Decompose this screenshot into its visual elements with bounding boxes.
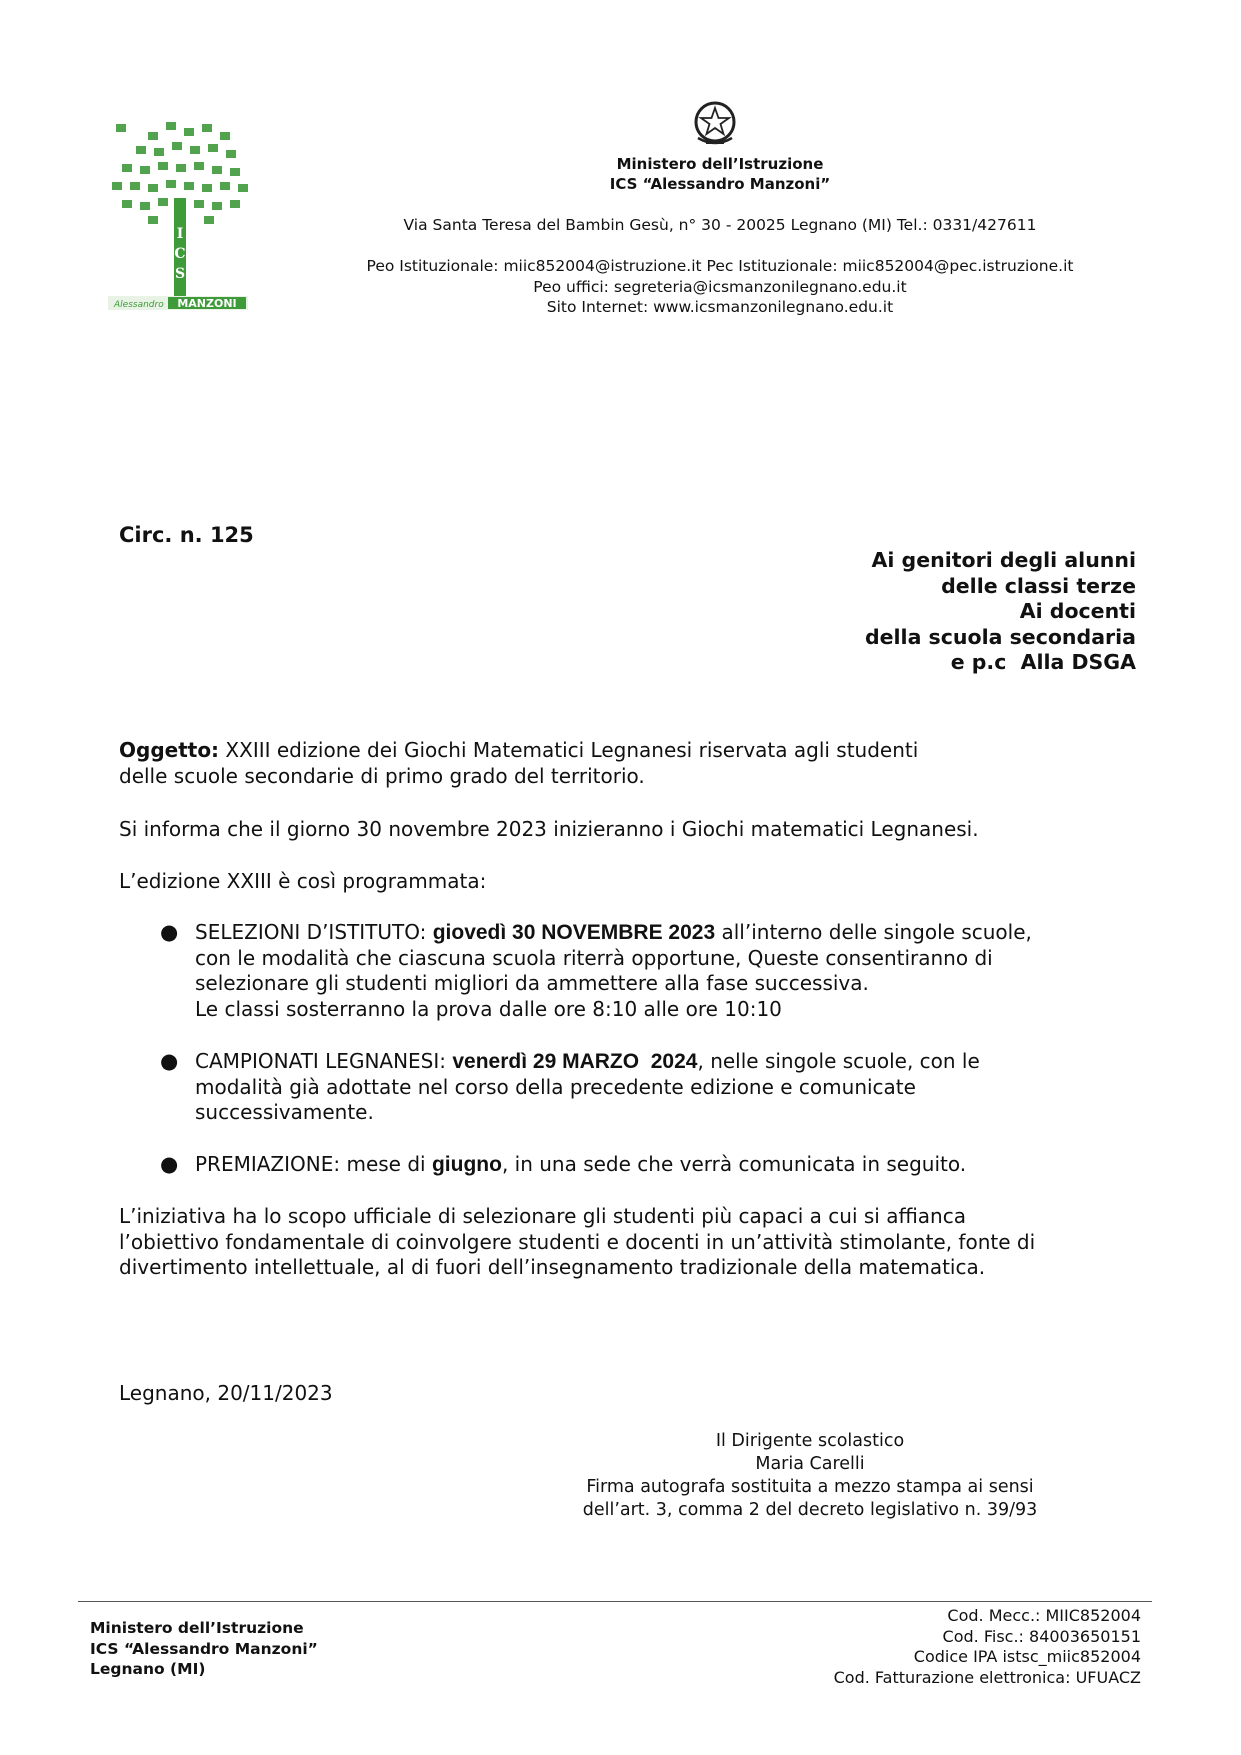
recipients-block <box>865 548 1136 676</box>
recipient-line: Ai genitori degli alunni <box>871 548 1136 572</box>
recipient-line: delle classi terze <box>941 573 1136 598</box>
recipient-line: e p.c Alla DSGA <box>950 650 1136 674</box>
bullet-premiazione <box>195 1152 1145 1178</box>
svg-text:Alessandro: Alessandro <box>114 300 164 310</box>
footer-code: Codice IPA istsc_miic852004 <box>913 1647 1141 1666</box>
footer-city: Legnano (MI) <box>90 1660 206 1678</box>
footer-left <box>90 1618 318 1680</box>
bullet-icon: ● <box>160 920 179 944</box>
closing-line: L’iniziativa ha lo scopo ufficiale di selezionare gli studenti più capaci a cui si affianca <box>119 1204 966 1228</box>
footer-school: ICS “Alessandro Manzoni” <box>90 1639 318 1658</box>
bullet-post: all’interno delle singole scuole, <box>715 920 1032 944</box>
closing-line: l’obiettivo fondamentale di coinvolgere studenti e docenti in un’attività stimolante, fonte di <box>119 1229 1036 1254</box>
subject-line-2: delle scuole secondarie di primo grado del territorio. <box>119 764 645 788</box>
signature-note: dell’art. 3, comma 2 del decreto legislativo n. 39/93 <box>582 1500 1038 1520</box>
bullet-selezioni <box>195 920 1145 1022</box>
italian-republic-emblem-icon <box>690 98 740 148</box>
subject-label: Oggetto: <box>119 738 220 762</box>
footer-code: Cod. Fisc.: 84003650151 <box>942 1626 1141 1646</box>
recipient-line: della scuola secondaria <box>864 624 1136 649</box>
bullet-date: venerdì 29 MARZO 2024 <box>452 1050 698 1073</box>
closing-line: divertimento intellettuale, al di fuori dell’insegnamento tradizionale della matematica. <box>119 1255 986 1279</box>
signature-name: Maria Carelli <box>755 1454 865 1474</box>
place-date: Legnano, 20/11/2023 <box>119 1381 333 1405</box>
bullet-line: successivamente. <box>195 1100 374 1124</box>
school-logo-tree <box>108 118 258 313</box>
bullet-line: modalità già adottate nel corso della precedente edizione e comunicate <box>195 1074 916 1099</box>
bullet-line: con le modalità che ciascuna scuola riterrà opportune, Queste consentiranno di <box>195 945 993 970</box>
footer-ministry: Ministero dell’Istruzione <box>90 1619 304 1637</box>
bullet-date: giugno <box>431 1153 502 1176</box>
bullet-icon: ● <box>160 1049 179 1073</box>
bullet-pre: PREMIAZIONE: mese di <box>195 1152 432 1176</box>
recipient-line: Ai docenti <box>1019 599 1136 623</box>
subject-text: XXIII edizione dei Giochi Matematici Legnanesi riservata agli studenti <box>219 738 919 762</box>
header-email-uffici: Peo uffici: segreteria@icsmanzonilegnano.edu.it <box>533 278 907 296</box>
footer-divider <box>78 1601 1152 1602</box>
signature-note: Firma autografa sostituita a mezzo stampa ai sensi <box>586 1477 1034 1497</box>
intro-paragraph: Si informa che il giorno 30 novembre 2023 inizieranno i Giochi matematici Legnanesi. <box>119 817 979 841</box>
signature-role: Il Dirigente scolastico <box>715 1431 905 1451</box>
bullet-post: , in una sede che verrà comunicata in seguito. <box>501 1152 967 1176</box>
svg-text:MANZONI: MANZONI <box>177 297 237 310</box>
subject-line <box>119 738 918 764</box>
header-email-peo-pec: Peo Istituzionale: miic852004@istruzione.it Pec Istituzionale: miic852004@pec.istruzione.it <box>366 257 1074 275</box>
logo-letter-c: C <box>174 246 186 262</box>
bullet-pre: SELEZIONI D’ISTITUTO: <box>195 920 433 944</box>
bullet-post: , nelle singole scuole, con le <box>697 1049 980 1073</box>
edition-paragraph: L’edizione XXIII è così programmata: <box>119 869 487 893</box>
footer-code: Cod. Mecc.: MIIC852004 <box>947 1606 1141 1625</box>
footer-code: Cod. Fatturazione elettronica: UFUACZ <box>833 1667 1141 1687</box>
bullet-date: giovedì 30 NOVEMBRE 2023 <box>432 921 716 944</box>
circular-number: Circ. n. 125 <box>119 523 254 547</box>
closing-paragraph <box>119 1204 1035 1281</box>
logo-letter-s: S <box>174 266 186 282</box>
bullet-line: Le classi sosterranno la prova dalle ore 8:10 alle ore 10:10 <box>195 996 782 1021</box>
signature-block <box>560 1430 1060 1522</box>
footer-right <box>834 1606 1141 1688</box>
header-ministry: Ministero dell’Istruzione <box>616 155 824 173</box>
bullet-campionati <box>195 1049 1145 1126</box>
bullet-pre: CAMPIONATI LEGNANESI: <box>195 1049 453 1073</box>
logo-letter-i: I <box>176 226 184 242</box>
bullet-line: selezionare gli studenti migliori da ammettere alla fase successiva. <box>195 971 869 995</box>
header-address: Via Santa Teresa del Bambin Gesù, n° 30 - 20025 Legnano (MI) Tel.: 0331/427611 <box>403 216 1037 234</box>
bullet-icon: ● <box>160 1152 179 1176</box>
header-website: Sito Internet: www.icsmanzonilegnano.edu.it <box>546 298 894 316</box>
header-school-name: ICS “Alessandro Manzoni” <box>609 175 831 193</box>
